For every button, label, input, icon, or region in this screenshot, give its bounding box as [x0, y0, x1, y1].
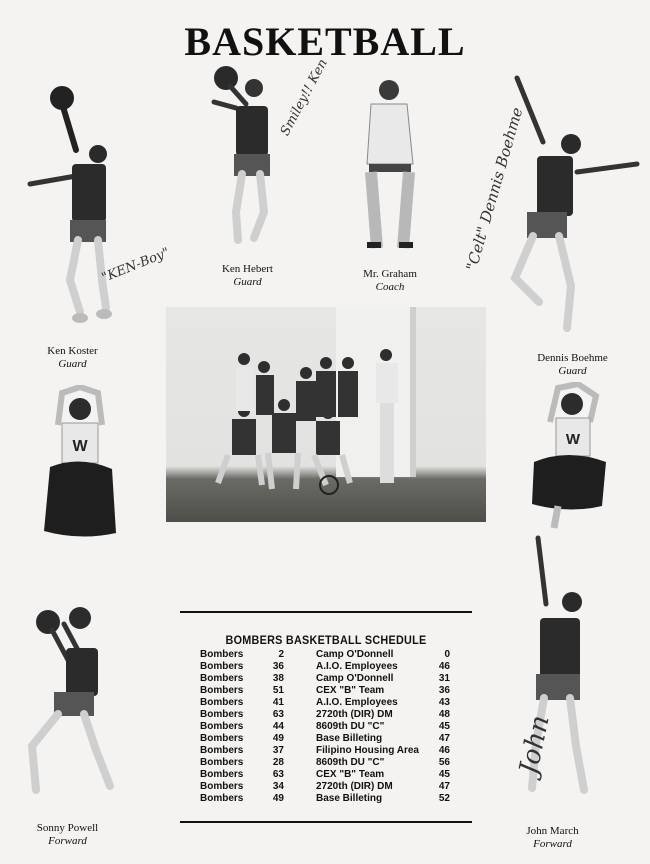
dennis-boehme-role: Guard — [558, 365, 587, 377]
opponent-score: 52 — [438, 793, 450, 804]
schedule-row — [180, 709, 472, 721]
john-march-caption — [505, 825, 600, 851]
opponent-score: 31 — [438, 673, 450, 684]
opponent-score: 48 — [438, 709, 450, 720]
cheerleader-left-photo — [40, 385, 120, 540]
schedule-title: BOMBERS BASKETBALL SCHEDULE — [225, 633, 427, 647]
john-march-role: Forward — [533, 838, 572, 850]
bombers-score: 41 — [272, 697, 284, 708]
bombers-score: 28 — [272, 757, 284, 768]
team-name: Bombers — [200, 649, 244, 660]
opponent-score: 47 — [438, 781, 450, 792]
opponent-name: 2720th (DIR) DM — [316, 709, 393, 720]
schedule-row — [180, 661, 472, 673]
ken-hebert-role: Guard — [233, 276, 262, 288]
bombers-score: 36 — [272, 661, 284, 672]
schedule-row — [180, 745, 472, 757]
bombers-score: 49 — [272, 793, 284, 804]
opponent-score: 45 — [438, 721, 450, 732]
opponent-name: A.I.O. Employees — [316, 697, 398, 708]
ken-koster-caption — [20, 345, 125, 371]
schedule-row — [180, 769, 472, 781]
schedule-row — [180, 757, 472, 769]
team-name: Bombers — [200, 697, 244, 708]
john-signature: John — [513, 712, 556, 778]
team-name: Bombers — [200, 721, 244, 732]
dennis-boehme-caption — [510, 352, 635, 378]
mr-graham-role: Coach — [375, 281, 405, 293]
ken-koster-name: Ken Koster — [47, 345, 98, 357]
team-name: Bombers — [200, 733, 244, 744]
team-name: Bombers — [200, 757, 244, 768]
bombers-score: 49 — [272, 733, 284, 744]
dennis-boehme-photo — [505, 72, 645, 342]
bombers-score: 37 — [272, 745, 284, 756]
team-name: Bombers — [200, 745, 244, 756]
bombers-score: 63 — [272, 709, 284, 720]
schedule-row — [180, 697, 472, 709]
schedule-row — [180, 793, 472, 805]
sonny-powell-role: Forward — [48, 835, 87, 847]
opponent-score: 46 — [438, 661, 450, 672]
opponent-score: 36 — [438, 685, 450, 696]
mr-graham-name: Mr. Graham — [363, 268, 417, 280]
page-title: BASKETBALL — [184, 19, 466, 64]
bombers-score: 38 — [272, 673, 284, 684]
schedule-table — [180, 611, 472, 823]
opponent-name: 2720th (DIR) DM — [316, 781, 393, 792]
bombers-score: 44 — [272, 721, 284, 732]
team-name: Bombers — [200, 781, 244, 792]
ken-boy-signature: "KEN-Boy" — [99, 245, 172, 286]
opponent-score: 43 — [438, 697, 450, 708]
mr-graham-caption — [340, 268, 440, 294]
schedule-row — [180, 733, 472, 745]
opponent-name: 8609th DU "C" — [316, 721, 385, 732]
schedule-row — [180, 685, 472, 697]
john-march-name: John March — [526, 825, 579, 837]
smiley-signature: Smiley!! Ken — [277, 56, 331, 139]
cheerleader-right-photo — [528, 382, 610, 537]
opponent-name: Base Billeting — [316, 793, 383, 804]
bombers-score: 51 — [272, 685, 284, 696]
bombers-score: 2 — [278, 649, 284, 660]
team-name: Bombers — [200, 769, 244, 780]
team-name: Bombers — [200, 661, 244, 672]
schedule-row — [180, 781, 472, 793]
ken-hebert-name: Ken Hebert — [221, 263, 273, 275]
opponent-name: CEX "B" Team — [316, 685, 385, 696]
opponent-name: 8609th DU "C" — [316, 757, 385, 768]
team-name: Bombers — [200, 685, 244, 696]
schedule-rows — [180, 649, 472, 805]
mr-graham-photo — [355, 78, 425, 258]
schedule-row — [180, 673, 472, 685]
opponent-score: 46 — [438, 745, 450, 756]
svg-text:W: W — [565, 431, 581, 448]
ken-hebert-caption — [200, 263, 295, 289]
team-name: Bombers — [200, 793, 244, 804]
ken-koster-role: Guard — [58, 358, 87, 370]
opponent-name: CEX "B" Team — [316, 769, 385, 780]
opponent-score: 56 — [438, 757, 450, 768]
opponent-score: 0 — [444, 649, 450, 660]
opponent-name: Filipino Housing Area — [316, 745, 419, 756]
dennis-boehme-name: Dennis Boehme — [537, 352, 608, 364]
opponent-score: 45 — [438, 769, 450, 780]
team-photo-figures — [166, 307, 486, 522]
sonny-powell-name: Sonny Powell — [36, 822, 99, 834]
dennis-signature: "Celt" Dennis Boehme — [462, 105, 527, 273]
team-photo — [166, 307, 486, 522]
svg-text:W: W — [72, 438, 88, 455]
team-name: Bombers — [200, 673, 244, 684]
ken-hebert-photo — [200, 62, 290, 257]
team-name: Bombers — [200, 709, 244, 720]
opponent-name: A.I.O. Employees — [316, 661, 398, 672]
ken-koster-photo — [20, 80, 150, 340]
opponent-score: 47 — [438, 733, 450, 744]
bombers-score: 34 — [272, 781, 284, 792]
sonny-powell-caption — [15, 822, 120, 848]
schedule-row — [180, 721, 472, 733]
schedule-row — [180, 649, 472, 661]
bombers-score: 63 — [272, 769, 284, 780]
sonny-powell-photo — [22, 600, 132, 810]
opponent-name: Camp O'Donnell — [316, 673, 394, 684]
opponent-name: Base Billeting — [316, 733, 383, 744]
opponent-name: Camp O'Donnell — [316, 649, 394, 660]
